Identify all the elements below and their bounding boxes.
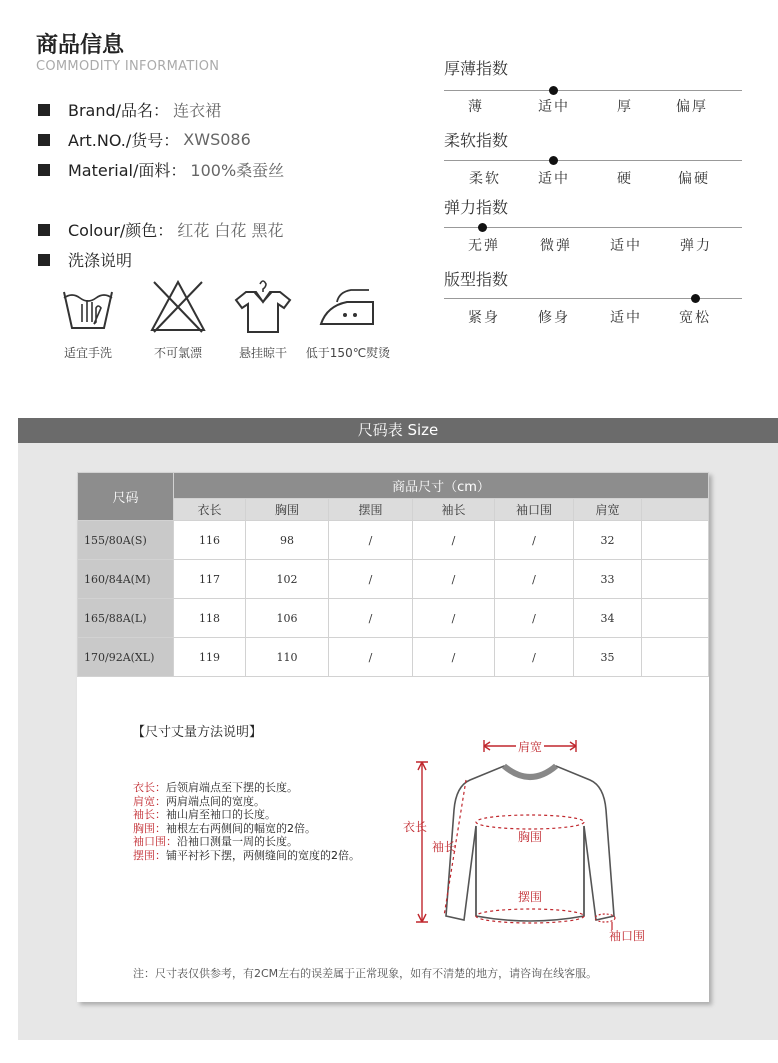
size-value: / xyxy=(495,521,574,560)
index-line xyxy=(444,227,742,228)
size-value: / xyxy=(413,521,495,560)
size-value: / xyxy=(413,560,495,599)
brand-label: Brand/品名： xyxy=(68,101,170,120)
index-option: 适中 xyxy=(610,310,642,326)
measure-note: 摆围：铺平衬衫下摆，两侧缝间的宽度的2倍。 xyxy=(133,848,360,862)
care-item-hang-dry xyxy=(218,278,308,361)
index-softness xyxy=(444,128,744,188)
iron-icon xyxy=(317,278,379,334)
index-title: 弹力指数 xyxy=(444,198,509,217)
colour-row xyxy=(38,218,284,241)
table-row xyxy=(78,599,709,638)
column-header: 袖口围 xyxy=(495,499,574,521)
size-value: / xyxy=(413,599,495,638)
care-label: 适宜手洗 xyxy=(63,346,112,360)
bullet-icon xyxy=(38,104,50,116)
material-value: 100%桑蚕丝 xyxy=(190,161,285,180)
size-code: 170/92A(XL) xyxy=(78,638,174,677)
index-option: 弹力 xyxy=(680,238,712,254)
size-value: 116 xyxy=(174,521,246,560)
index-thickness xyxy=(444,56,744,116)
size-value-blank xyxy=(642,638,709,677)
care-item-no-bleach xyxy=(133,278,223,361)
shoulder-label: 肩宽 xyxy=(518,740,543,754)
page-subtitle: COMMODITY INFORMATION xyxy=(36,59,220,74)
size-value: / xyxy=(329,599,413,638)
garment-diagram xyxy=(400,730,660,950)
size-code-header: 尺码 xyxy=(78,473,174,521)
bullet-icon xyxy=(38,134,50,146)
colour-value: 红花 白花 黑花 xyxy=(177,221,284,240)
index-fit xyxy=(444,267,744,327)
artno-label: Art.NO./货号： xyxy=(68,131,180,150)
size-value: 119 xyxy=(174,638,246,677)
index-title: 厚薄指数 xyxy=(444,59,509,78)
wash-label: 洗涤说明 xyxy=(68,251,133,270)
measure-title: 【尺寸丈量方法说明】 xyxy=(132,725,263,740)
wash-row xyxy=(38,248,132,271)
size-value: 110 xyxy=(246,638,329,677)
page-title: 商品信息 xyxy=(36,33,125,58)
index-line xyxy=(444,90,742,91)
size-value-blank xyxy=(642,521,709,560)
column-header: 袖长 xyxy=(413,499,495,521)
index-title: 柔软指数 xyxy=(444,131,509,150)
size-value: 32 xyxy=(574,521,642,560)
length-label: 衣长 xyxy=(403,820,428,834)
table-row xyxy=(78,638,709,677)
column-header: 胸围 xyxy=(246,499,329,521)
size-code: 155/80A(S) xyxy=(78,521,174,560)
size-table xyxy=(77,472,709,677)
hand-wash-icon xyxy=(58,278,118,334)
care-label: 低于150℃熨烫 xyxy=(305,346,391,360)
index-option: 适中 xyxy=(538,99,570,115)
size-value: / xyxy=(495,599,574,638)
table-header-row xyxy=(78,473,709,499)
index-option: 无弹 xyxy=(468,238,500,254)
care-label: 悬挂晾干 xyxy=(238,346,287,360)
hem-label: 摆围 xyxy=(518,890,543,904)
size-value-blank xyxy=(642,599,709,638)
measure-note: 袖口围：沿袖口测量一周的长度。 xyxy=(133,835,298,848)
care-item-hand-wash xyxy=(43,278,133,361)
bullet-icon xyxy=(38,164,50,176)
artno-value: XWS086 xyxy=(183,130,251,149)
measure-note: 肩宽：两肩端点间的宽度。 xyxy=(133,794,265,808)
care-item-iron xyxy=(303,278,393,361)
size-value: 102 xyxy=(246,560,329,599)
brand-row xyxy=(38,98,221,121)
index-option: 适中 xyxy=(538,171,570,187)
size-code: 165/88A(L) xyxy=(78,599,174,638)
table-row xyxy=(78,560,709,599)
index-option: 修身 xyxy=(538,310,570,326)
size-value: / xyxy=(413,638,495,677)
measure-note: 袖长：袖山肩至袖口的长度。 xyxy=(133,808,276,821)
care-label: 不可氯漂 xyxy=(153,346,202,360)
size-value: 33 xyxy=(574,560,642,599)
sleeve-label: 袖长 xyxy=(432,840,457,854)
size-value: 35 xyxy=(574,638,642,677)
hang-dry-icon xyxy=(232,278,294,334)
bullet-icon xyxy=(38,254,50,266)
cuff-label: 袖口围 xyxy=(609,929,646,943)
size-value-blank xyxy=(642,560,709,599)
index-title: 版型指数 xyxy=(444,270,509,289)
index-option: 紧身 xyxy=(468,310,500,326)
column-header: 衣长 xyxy=(174,499,246,521)
size-value: 98 xyxy=(246,521,329,560)
index-option: 厚 xyxy=(617,99,633,115)
index-dot xyxy=(549,156,558,165)
size-value: 118 xyxy=(174,599,246,638)
index-line xyxy=(444,160,742,161)
index-dot xyxy=(478,223,487,232)
index-elasticity xyxy=(444,195,744,255)
column-header: 摆围 xyxy=(329,499,413,521)
measure-note: 胸围：袖根左右两侧间的幅宽的2倍。 xyxy=(133,821,316,835)
chest-label: 胸围 xyxy=(518,830,543,844)
index-option: 柔软 xyxy=(469,171,501,187)
index-option: 偏厚 xyxy=(676,99,708,115)
index-option: 适中 xyxy=(610,238,642,254)
index-option: 宽松 xyxy=(679,310,711,326)
material-row xyxy=(38,158,284,181)
size-value: / xyxy=(495,560,574,599)
table-row xyxy=(78,521,709,560)
index-dot xyxy=(691,294,700,303)
measure-note: 衣长：后领肩端点至下摆的长度。 xyxy=(133,781,298,794)
size-footnote: 注：尺寸表仅供参考，有2CM左右的误差属于正常现象，如有不清楚的地方，请咨询在线客服。 xyxy=(133,967,598,980)
size-value: 117 xyxy=(174,560,246,599)
no-bleach-icon xyxy=(148,278,208,334)
colour-label: Colour/颜色： xyxy=(68,221,174,240)
brand-value: 连衣裙 xyxy=(173,101,222,120)
care-icons xyxy=(58,278,408,368)
index-option: 微弹 xyxy=(540,238,572,254)
material-label: Material/面料： xyxy=(68,161,187,180)
size-value: / xyxy=(329,638,413,677)
size-value: 106 xyxy=(246,599,329,638)
index-option: 偏硬 xyxy=(678,171,710,187)
size-section-bar: 尺码表 Size xyxy=(18,418,778,443)
index-option: 硬 xyxy=(617,171,633,187)
size-code: 160/84A(M) xyxy=(78,560,174,599)
bullet-icon xyxy=(38,224,50,236)
measure-notes xyxy=(133,781,360,862)
size-value: / xyxy=(329,560,413,599)
index-option: 薄 xyxy=(468,99,484,115)
column-header: 肩宽 xyxy=(574,499,642,521)
size-main-header: 商品尺寸（cm） xyxy=(174,473,709,499)
column-header-blank xyxy=(642,499,709,521)
size-value: / xyxy=(329,521,413,560)
size-value: 34 xyxy=(574,599,642,638)
artno-row xyxy=(38,128,251,151)
size-value: / xyxy=(495,638,574,677)
index-dot xyxy=(549,86,558,95)
